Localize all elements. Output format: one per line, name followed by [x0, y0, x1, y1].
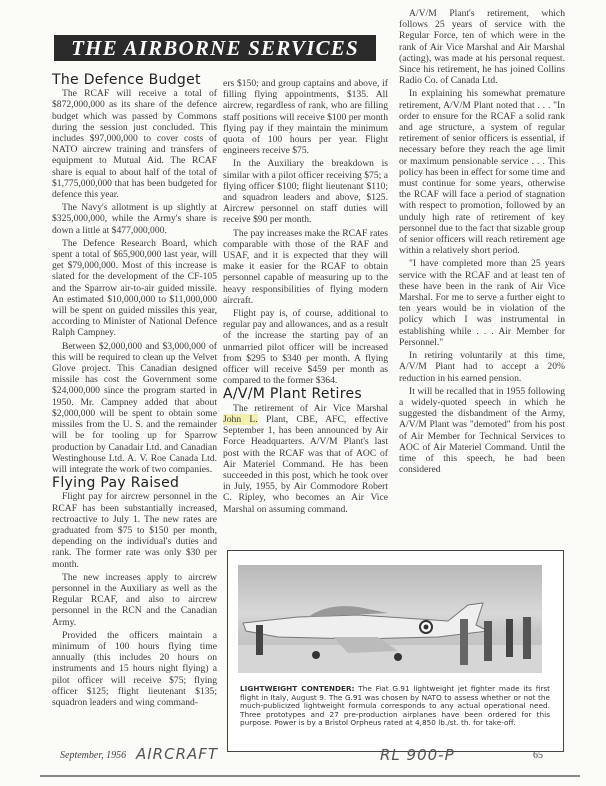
- paragraph: The Navy's allotment is up slightly at $325,000,000, while the Army's share is down a little at $477,000,000.: [52, 202, 217, 236]
- highlighted-name: John L.: [223, 413, 258, 425]
- photo-figure: [227, 550, 564, 752]
- issue-date: September, 1956: [60, 750, 127, 761]
- paragraph: Provided the officers maintain a minimum of 100 hours flying time annually (this includes 20 hours on instruments and 15 hours night flying) a pilot officer will receive $75; flying officer $125; flight lieutenant $135; squadron leaders and wing command-: [52, 629, 217, 708]
- photo-caption: LIGHTWEIGHT CONTENDER: The Fiat G.91 lightweight jet fighter made its first flight in Italy, August 9. The G.91 was chosen by NATO to assess whether or not the much-publicized lightweight formula corresponds to any actual operational need. Three prototypes and 27 pre-production airplanes have been ordered for this purpose. Power is by a Bristol Orpheus rated at 4,850 lb./st. th. for take-off.: [240, 684, 550, 728]
- handwritten-annotation: AIRCRAFT: [136, 745, 219, 763]
- paragraph: A/V/M Plant's retirement, which follows 25 years of service with the Regular Force, ten of which were in the rank of Air Vice Marshal and Air Marshal (acting), was made at his personal request. Since his retirement, he has joined Collins Radio Co. of Canada Ltd.: [399, 8, 565, 87]
- paragraph: "I have completed more than 25 years service with the RCAF and at least ten of these have been in the rank of Air Vice Marshal. For me to serve a further eight to ten years would be in violation of the policy which I was instrumental in establishing while . . . Air Member for Personnel.": [399, 258, 565, 348]
- heading-plant-retires: A/V/M Plant Retires: [223, 386, 362, 403]
- paragraph: ers $150; and group captains and above, if filling flying appointments, $135. All aircrew, regardless of rank, who are filling staff positions will receive $100 per month flying pay if they maintain the minimum quota of 100 hours per year. Flight engineers receive $75.: [223, 78, 388, 157]
- handwritten-annotation: RL 900-P: [380, 746, 455, 764]
- column-2: [223, 78, 388, 517]
- column-1: [52, 72, 217, 710]
- section-banner: THE AIRBORNE SERVICES: [54, 35, 376, 61]
- paragraph: In the Auxiliary the breakdown is similar with a pilot officer receiving $75; a flying officer $100; flight lieutenant $110; and squadron leaders and above, $125. Aircrew personnel on staff duties will receive $90 per month.: [223, 158, 388, 226]
- paragraph: The Defence Research Board, which spent a total of $65,900,000 last year, will get $79,000,000. Most of this increase is slated for the development of the CF-105 and the Sparrow air-to-air guided missile. An estimated $10,000,000 to $11,000,000 will be spent on guided missiles this year, according to Minister of National Defence Ralph Campney.: [52, 237, 217, 339]
- paragraph: In explaining his somewhat premature retirement, A/V/M Plant noted that . . . "In order to ensure for the RCAF a solid rank and age structure, a system of regular retirement of senior officers is essential, if necessary before they reach the age limit or maximum pensionable service . . . This policy has been in effect for some time and must continue for some years, otherwise the RCAF will face a period of stagnation with respect to promotion, followed by an unduly high rate of retirement of key personnel due to the fact that sizable group of senior officers will reach retirement age within a relatively short period.: [399, 88, 565, 257]
- paragraph: In retiring voluntarily at this time, A/V/M Plant had to accept a 20% reduction in his earned pension.: [399, 350, 565, 384]
- bottom-rule: [40, 775, 580, 777]
- paragraph: The RCAF will receive a total of $872,000,000 as its share of the defence budget which was passed by Commons during the session just concluded. This includes $97,000,000 to cover costs of NATO aircrew training and transfers of equipment to Mutual Aid. The RCAF share is equal to about half of the total of $1,775,000,000 that has been budgeted for defence this year.: [52, 88, 217, 201]
- page-number: 65: [533, 750, 543, 761]
- heading-flying-pay: Flying Pay Raised: [52, 475, 180, 492]
- aircraft-photo: [238, 565, 542, 673]
- paragraph: Between $2,000,000 and $3,000,000 of this will be required to clean up the Velvet Glove project. This Canadian designed missile has cost the Government some $24,000,000 since the program started in 1950. Mr. Campney added that about $2,000,000 will be spent to obtain some missiles from the U. S. and the remainder will be for tooling up for Sparrow production by Canadair Ltd. and Canadian Westinghouse Ltd. A. V. Roe Canada Ltd. will integrate the work of two companies.: [52, 340, 217, 475]
- paragraph: The pay increases make the RCAF rates comparable with those of the RAF and USAF, and it is expected that they will make it easier for the RCAF to obtain personnel capable of measuring up to the heavy responsibilities of flying modern aircraft.: [223, 227, 388, 306]
- paragraph: Flight pay is, of course, additional to regular pay and allowances, and as a result of the increase the starting pay of an unmarried pilot officer will be increased from $295 to $340 per month. A flying officer will receive $459 per month as compared to the former $364.: [223, 308, 388, 387]
- column-3: [399, 8, 565, 477]
- paragraph: It will be recalled that in 1955 following a widely-quoted speech in which he suggested the disbandment of the Army, A/V/M Plant was "demoted" from his post of Air Member for Technical Services to AOC of Air Materiel Command. Until the time of this speech, he had been considered: [399, 385, 565, 476]
- paragraph: Flight pay for aircrew personnel in the RCAF has been substantially increased, rectroactive to July 1. The new rates are graduated from $75 to $150 per month, depending on the individual's duties and rank. The former rate was only $30 per month.: [52, 491, 217, 570]
- paragraph: The new increases apply to aircrew personnel in the Auxiliary as well as the Regular RCAF, and also to aircrew personnel in the RCN and the Canadian Army.: [52, 571, 217, 628]
- heading-defence-budget: The Defence Budget: [52, 72, 201, 88]
- jet-aircraft-icon: [238, 565, 542, 673]
- paragraph: The retirement of Air Vice Marshal John L. Plant, CBE, AFC, effective September 1, has been announced by Air Force Headquarters. A/V/M Plant's last post with the RCAF was that of AOC of Air Materiel Command. He has been succeeded in this post, which he took over in July, 1955, by Air Commodore Robert C. Ripley, who becomes an Air Vice Marshal on assuming command.: [223, 402, 388, 515]
